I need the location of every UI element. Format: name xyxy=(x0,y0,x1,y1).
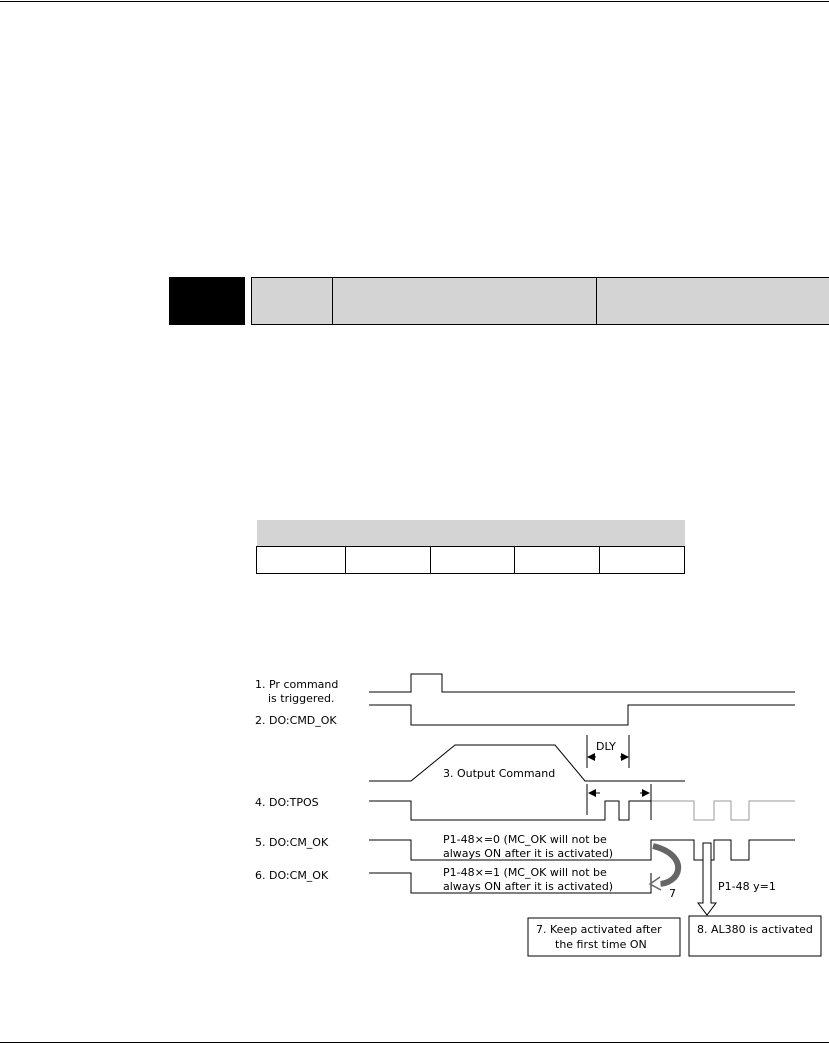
pr-command-label-1: 1. Pr command xyxy=(255,678,339,691)
keep-activated-curve xyxy=(653,846,678,884)
note-x0-line2: always ON after it is activated) xyxy=(443,847,614,860)
output-command-label: 3. Output Command xyxy=(443,767,556,780)
bottom-rule xyxy=(0,1042,829,1043)
box8-label: 8. AL380 is activated xyxy=(697,923,813,936)
cmd-ok-label: 2. DO:CMD_OK xyxy=(255,714,337,727)
pr-command-waveform xyxy=(369,674,795,692)
alarm-box xyxy=(689,916,821,956)
box7-line1: 7. Keep activated after xyxy=(536,923,662,936)
keep-activated-arrowhead xyxy=(650,877,661,890)
cmd-ok-waveform xyxy=(369,705,795,725)
note-x0-line1: P1-48×=0 (MC_OK will not be xyxy=(443,833,607,846)
cm-ok-label-5: 5. DO:CM_OK xyxy=(255,836,329,849)
dly-label: DLY xyxy=(596,740,616,753)
tpos-waveform-tail xyxy=(651,801,795,820)
box7-line2: the first time ON xyxy=(555,938,647,951)
arrow-7-label: 7 xyxy=(669,887,676,900)
alarm-down-arrow xyxy=(698,843,716,915)
note-x1-line2: always ON after it is activated) xyxy=(443,880,614,893)
p148y-label: P1-48 y=1 xyxy=(718,880,776,893)
cm-ok-label-6: 6. DO:CM_OK xyxy=(255,869,329,882)
tpos-label: 4. DO:TPOS xyxy=(255,796,319,809)
pr-command-label-2: is triggered. xyxy=(268,692,335,705)
tpos-waveform xyxy=(369,801,651,820)
note-x1-line1: P1-48×=1 (MC_OK will not be xyxy=(443,866,607,879)
